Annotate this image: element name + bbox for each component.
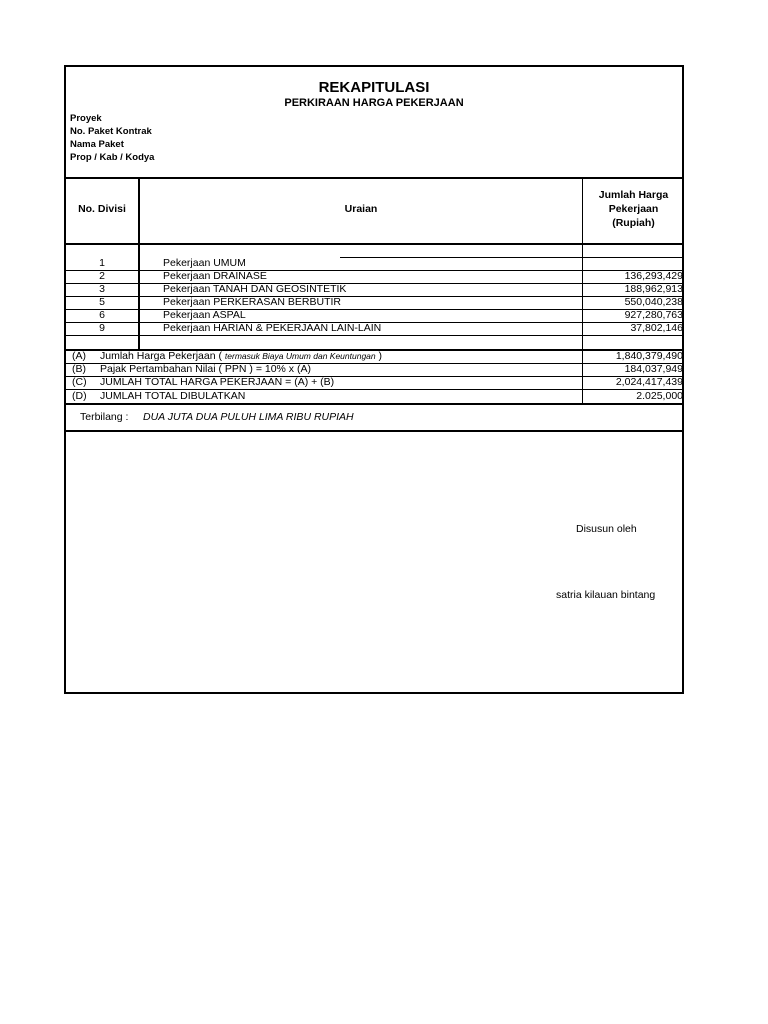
info-label-prop-kab: Prop / Kab / Kodya: [70, 152, 155, 163]
summary-bottom-border: [66, 403, 682, 405]
terbilang-label: Terbilang :: [80, 411, 129, 423]
row-uraian: Pekerjaan HARIAN & PEKERJAAN LAIN-LAIN: [163, 322, 382, 334]
row-uraian: Pekerjaan PERKERASAN BERBUTIR: [163, 296, 341, 308]
summary-label: [100, 350, 382, 363]
info-label-proyek: Proyek: [70, 113, 102, 124]
summary-label: Pajak Pertambahan Nilai ( PPN ) = 10% x (A): [100, 363, 311, 375]
summary-label: JUMLAH TOTAL DIBULATKAN: [100, 390, 246, 402]
row-line: [66, 335, 682, 336]
page-title: REKAPITULASI: [318, 79, 430, 96]
summary-value: 184,037,949: [624, 363, 683, 375]
summary-code: (B): [72, 363, 86, 375]
row-jumlah: 37,802,146: [630, 322, 683, 334]
row-no: 1: [99, 257, 105, 269]
summary-code: (D): [72, 390, 87, 402]
col-header-uraian: Uraian: [344, 203, 378, 215]
col-header-no-divisi: No. Divisi: [78, 203, 126, 215]
row-uraian: Pekerjaan DRAINASE: [163, 270, 267, 282]
summary-label-text: Jumlah Harga Pekerjaan (: [100, 350, 225, 362]
col-header-jumlah-2: Pekerjaan: [608, 203, 659, 215]
summary-code: (C): [72, 376, 87, 388]
row-jumlah: 188,962,913: [624, 283, 683, 295]
row-no: 3: [99, 283, 105, 295]
row-no: 2: [99, 270, 105, 282]
terbilang-bottom-border: [66, 430, 682, 432]
summary-value: 2.025,000: [636, 390, 683, 402]
info-label-nama-paket: Nama Paket: [70, 139, 124, 150]
summary-code: (A): [72, 350, 86, 362]
info-label-paket-kontrak: No. Paket Kontrak: [70, 126, 152, 137]
row-no: 5: [99, 296, 105, 308]
row-jumlah: 550,040,238: [624, 296, 683, 308]
document-frame: [64, 65, 684, 694]
summary-value: 1,840,379,490: [615, 350, 683, 362]
summary-note: termasuk Biaya Umum dan Keuntungan: [224, 351, 376, 361]
col-header-jumlah-1: Jumlah Harga: [598, 189, 669, 201]
row-jumlah: 136,293,429: [624, 270, 683, 282]
header-bottom-border: [66, 243, 682, 245]
col-header-jumlah-3: (Rupiah): [612, 217, 655, 229]
header-top-border: [66, 177, 682, 179]
jumlah-spacer-line: [582, 257, 682, 258]
row-no: 9: [99, 322, 105, 334]
uraian-spacer-line: [340, 257, 582, 258]
row-uraian: Pekerjaan TANAH DAN GEOSINTETIK: [163, 283, 347, 295]
page-subtitle: PERKIRAAN HARGA PEKERJAAN: [284, 97, 464, 109]
row-uraian: Pekerjaan ASPAL: [163, 309, 246, 321]
signer-name: satria kilauan bintang: [556, 589, 656, 601]
terbilang-value: DUA JUTA DUA PULUH LIMA RIBU RUPIAH: [143, 411, 354, 423]
row-jumlah: 927,280,763: [624, 309, 683, 321]
disusun-oleh-text: Disusun oleh: [576, 523, 637, 535]
summary-label: JUMLAH TOTAL HARGA PEKERJAAN = (A) + (B): [100, 376, 335, 388]
row-no: 6: [99, 309, 105, 321]
row-uraian: Pekerjaan UMUM: [163, 257, 246, 269]
summary-close: ): [375, 350, 383, 362]
summary-value: 2,024,417,439: [615, 376, 683, 388]
